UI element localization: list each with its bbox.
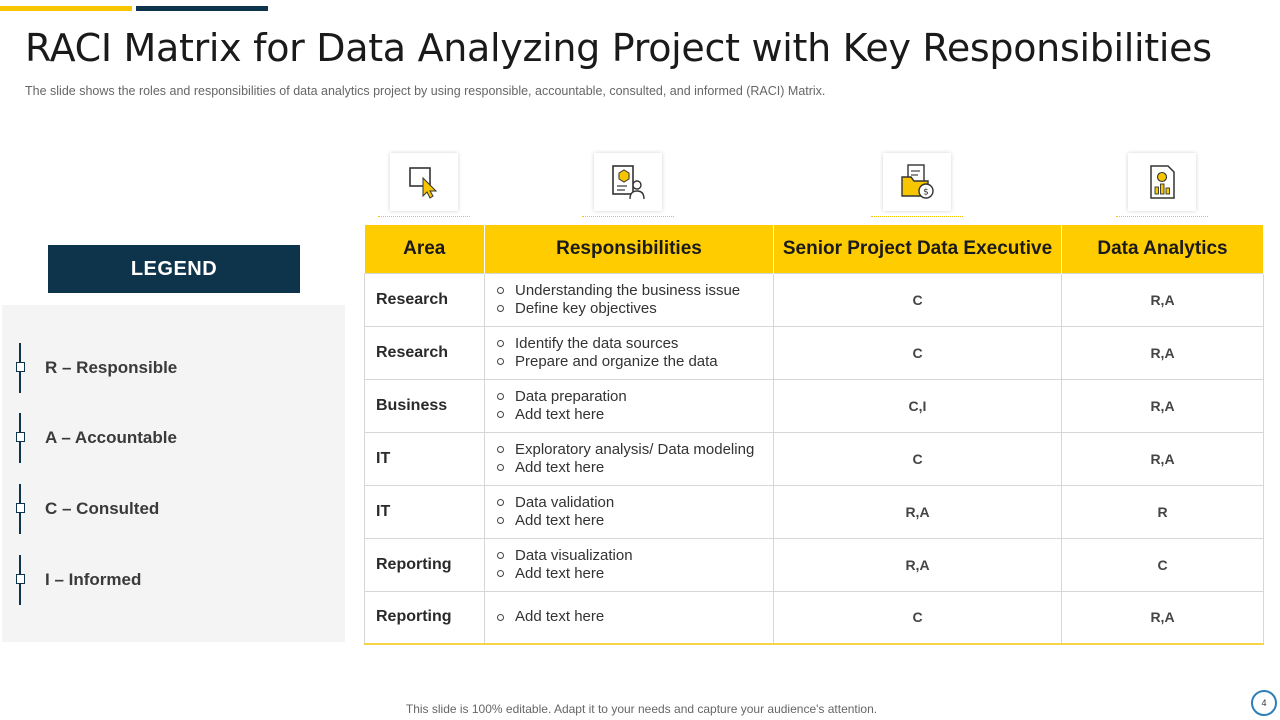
responsibilities-cell	[485, 591, 774, 644]
analytics-value-cell: R,A	[1062, 432, 1264, 485]
responsibilities-cell	[485, 326, 774, 379]
table-row	[365, 379, 1264, 432]
icon-underline	[871, 216, 963, 218]
icon-underline	[582, 216, 674, 218]
legend-marker	[14, 555, 28, 605]
svg-text:$: $	[923, 187, 929, 198]
top-accent-bar-navy	[136, 6, 268, 11]
top-accent-bar-yellow	[0, 6, 132, 11]
footer-note: This slide is 100% editable. Adapt it to your needs and capture your audience's attention.	[405, 702, 878, 716]
bullet-circle-icon	[497, 464, 504, 471]
area-cell: Business	[365, 379, 485, 432]
responsibilities-cell	[485, 273, 774, 326]
list-item: Add text here	[497, 608, 773, 626]
icon-underline	[378, 216, 470, 218]
bullet-circle-icon	[497, 393, 504, 400]
responsibilities-cell	[485, 432, 774, 485]
executive-value-cell: C,I	[774, 379, 1062, 432]
legend-item-informed	[14, 555, 141, 605]
page-number: 4	[1251, 690, 1277, 716]
executive-value-cell: C	[774, 591, 1062, 644]
list-item: Data visualization	[497, 547, 773, 565]
bullet-circle-icon	[497, 552, 504, 559]
legend-item-consulted	[14, 484, 159, 534]
person-box-icon	[594, 153, 662, 211]
executive-value-cell: C	[774, 273, 1062, 326]
list-item: Understanding the business issue	[497, 282, 773, 300]
list-item: Prepare and organize the data	[497, 353, 773, 371]
legend-marker	[14, 413, 28, 463]
legend-label: A – Accountable	[45, 428, 177, 447]
bullet-circle-icon	[497, 358, 504, 365]
analytics-value-cell: R,A	[1062, 379, 1264, 432]
responsibilities-cell	[485, 538, 774, 591]
area-cell: Research	[365, 273, 485, 326]
analytics-value-cell: R	[1062, 485, 1264, 538]
legend-item-responsible	[14, 343, 177, 393]
area-cell: IT	[365, 432, 485, 485]
header-area: Area	[365, 225, 485, 273]
table-row	[365, 538, 1264, 591]
legend-marker	[14, 343, 28, 393]
list-item: Add text here	[497, 459, 773, 477]
executive-value-cell: C	[774, 326, 1062, 379]
list-item: Exploratory analysis/ Data modeling	[497, 441, 773, 459]
legend-marker	[14, 484, 28, 534]
bullet-circle-icon	[497, 446, 504, 453]
table-row	[365, 326, 1264, 379]
analytics-value-cell: R,A	[1062, 591, 1264, 644]
bullet-circle-icon	[497, 499, 504, 506]
raci-table	[364, 225, 1264, 645]
analytics-value-cell: R,A	[1062, 273, 1264, 326]
bullet-circle-icon	[497, 517, 504, 524]
executive-value-cell: R,A	[774, 485, 1062, 538]
executive-value-cell: R,A	[774, 538, 1062, 591]
table-row	[365, 485, 1264, 538]
area-cell: Reporting	[365, 538, 485, 591]
legend-label: C – Consulted	[45, 499, 160, 518]
analytics-value-cell: R,A	[1062, 326, 1264, 379]
legend-label: I – Informed	[45, 570, 142, 589]
cursor-select-icon	[390, 153, 458, 211]
responsibilities-cell	[485, 379, 774, 432]
bullet-circle-icon	[497, 570, 504, 577]
executive-value-cell: C	[774, 432, 1062, 485]
list-item: Identify the data sources	[497, 335, 773, 353]
legend-item-accountable	[14, 413, 177, 463]
legend-label: R – Responsible	[45, 358, 178, 377]
area-cell: Reporting	[365, 591, 485, 644]
responsibilities-cell	[485, 485, 774, 538]
table-row	[365, 273, 1264, 326]
document-coin-icon	[883, 153, 951, 211]
list-item: Add text here	[497, 565, 773, 583]
list-item: Add text here	[497, 512, 773, 530]
page-subtitle: The slide shows the roles and responsibilities of data analytics project by using responsible, accountable, consulted, and informed (RACI) Matrix.	[25, 84, 826, 98]
analytics-value-cell: C	[1062, 538, 1264, 591]
area-cell: IT	[365, 485, 485, 538]
bullet-circle-icon	[497, 614, 504, 621]
bullet-circle-icon	[497, 340, 504, 347]
header-data-analytics: Data Analytics	[1062, 225, 1264, 273]
list-item: Define key objectives	[497, 300, 773, 318]
list-item: Data preparation	[497, 388, 773, 406]
table-row	[365, 432, 1264, 485]
table-header-row	[365, 225, 1264, 273]
page-title: RACI Matrix for Data Analyzing Project with Key Responsibilities	[25, 26, 1212, 70]
bullet-circle-icon	[497, 287, 504, 294]
table-row	[365, 591, 1264, 644]
area-cell: Research	[365, 326, 485, 379]
icon-underline	[1116, 216, 1208, 218]
list-item: Data validation	[497, 494, 773, 512]
document-chart-icon	[1128, 153, 1196, 211]
bullet-circle-icon	[497, 411, 504, 418]
legend-header: LEGEND	[48, 245, 300, 293]
header-responsibilities: Responsibilities	[485, 225, 774, 273]
bullet-circle-icon	[497, 305, 504, 312]
header-senior-project-data-executive: Senior Project Data Executive	[774, 225, 1062, 273]
list-item: Add text here	[497, 406, 773, 424]
